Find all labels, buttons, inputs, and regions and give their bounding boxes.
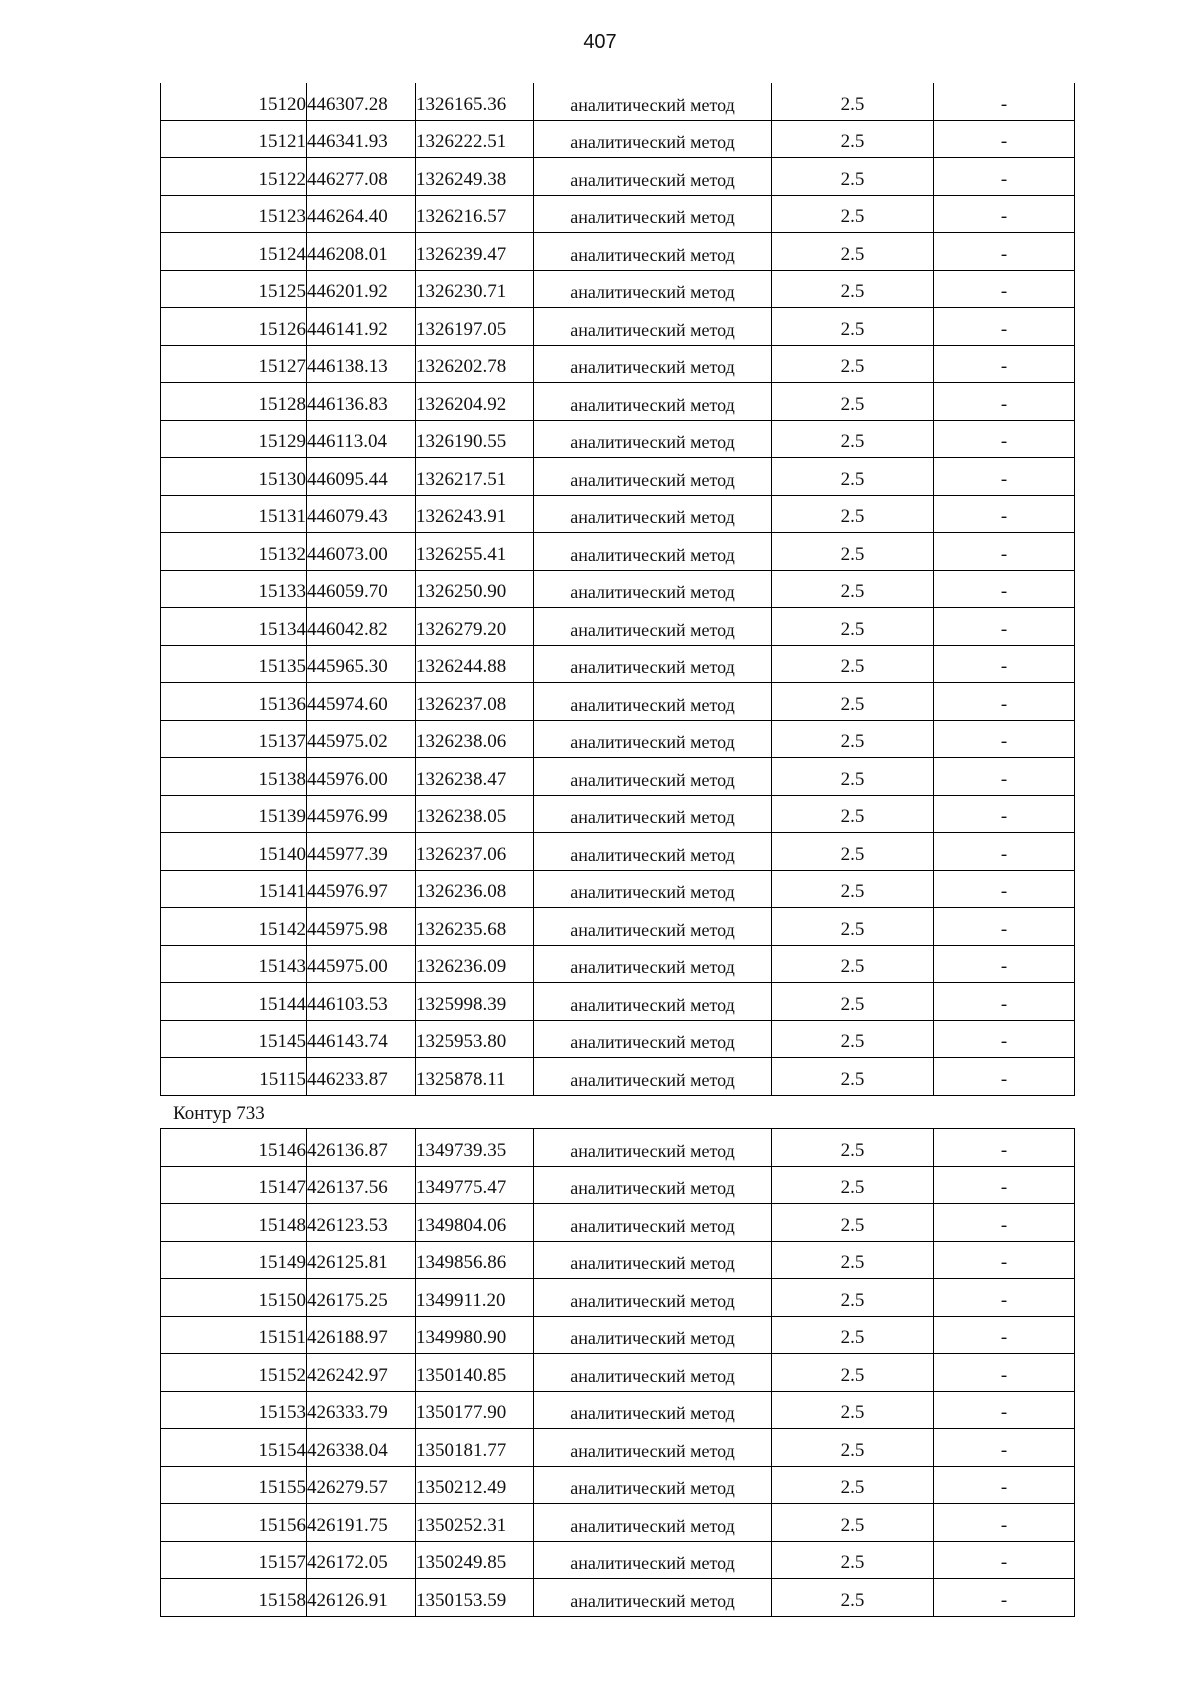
- x-coordinate-cell: 426338.04: [307, 1429, 416, 1467]
- note-cell: -: [934, 1204, 1075, 1242]
- note-cell: -: [934, 833, 1075, 871]
- x-coordinate-cell: 445976.97: [307, 870, 416, 908]
- point-number-cell: 15135: [161, 645, 307, 683]
- method-cell: аналитический метод: [534, 1466, 772, 1504]
- method-cell: аналитический метод: [534, 570, 772, 608]
- y-coordinate-cell: 1326238.47: [416, 758, 534, 796]
- y-coordinate-cell: 1326216.57: [416, 195, 534, 233]
- x-coordinate-cell: 426333.79: [307, 1391, 416, 1429]
- accuracy-cell: 2.5: [772, 1429, 934, 1467]
- accuracy-cell: 2.5: [772, 1241, 934, 1279]
- method-cell: аналитический метод: [534, 1504, 772, 1542]
- method-cell: аналитический метод: [534, 270, 772, 308]
- method-cell: аналитический метод: [534, 1020, 772, 1058]
- note-cell: -: [934, 1279, 1075, 1317]
- point-number-cell: 15157: [161, 1541, 307, 1579]
- x-coordinate-cell: 445975.00: [307, 945, 416, 983]
- method-cell: аналитический метод: [534, 945, 772, 983]
- table-row: [161, 1166, 1075, 1204]
- note-cell: -: [934, 645, 1075, 683]
- method-cell: аналитический метод: [534, 83, 772, 120]
- x-coordinate-cell: 446042.82: [307, 608, 416, 646]
- method-cell: аналитический метод: [534, 1316, 772, 1354]
- note-cell: -: [934, 1391, 1075, 1429]
- point-number-cell: 15139: [161, 795, 307, 833]
- table-row: [161, 495, 1075, 533]
- coordinates-table-1-body: [161, 83, 1075, 1095]
- table-row: [161, 1579, 1075, 1617]
- note-cell: -: [934, 383, 1075, 421]
- point-number-cell: 15125: [161, 270, 307, 308]
- y-coordinate-cell: 1325953.80: [416, 1020, 534, 1058]
- accuracy-cell: 2.5: [772, 795, 934, 833]
- accuracy-cell: 2.5: [772, 758, 934, 796]
- point-number-cell: 15124: [161, 233, 307, 271]
- point-number-cell: 15154: [161, 1429, 307, 1467]
- y-coordinate-cell: 1326165.36: [416, 83, 534, 120]
- method-cell: аналитический метод: [534, 345, 772, 383]
- table-row: [161, 1466, 1075, 1504]
- accuracy-cell: 2.5: [772, 1020, 934, 1058]
- accuracy-cell: 2.5: [772, 945, 934, 983]
- note-cell: -: [934, 870, 1075, 908]
- point-number-cell: 15143: [161, 945, 307, 983]
- point-number-cell: 15123: [161, 195, 307, 233]
- accuracy-cell: 2.5: [772, 233, 934, 271]
- accuracy-cell: 2.5: [772, 683, 934, 721]
- coordinates-table-2: [160, 1128, 1075, 1617]
- method-cell: аналитический метод: [534, 758, 772, 796]
- note-cell: -: [934, 1058, 1075, 1096]
- accuracy-cell: 2.5: [772, 308, 934, 346]
- y-coordinate-cell: 1349739.35: [416, 1129, 534, 1167]
- accuracy-cell: 2.5: [772, 533, 934, 571]
- note-cell: -: [934, 308, 1075, 346]
- method-cell: аналитический метод: [534, 645, 772, 683]
- note-cell: -: [934, 458, 1075, 496]
- x-coordinate-cell: 445974.60: [307, 683, 416, 721]
- point-number-cell: 15126: [161, 308, 307, 346]
- note-cell: -: [934, 233, 1075, 271]
- note-cell: -: [934, 1579, 1075, 1617]
- point-number-cell: 15144: [161, 983, 307, 1021]
- y-coordinate-cell: 1326238.06: [416, 720, 534, 758]
- x-coordinate-cell: 446264.40: [307, 195, 416, 233]
- x-coordinate-cell: 445975.98: [307, 908, 416, 946]
- note-cell: -: [934, 345, 1075, 383]
- x-coordinate-cell: 445975.02: [307, 720, 416, 758]
- table-row: [161, 420, 1075, 458]
- note-cell: -: [934, 570, 1075, 608]
- y-coordinate-cell: 1349804.06: [416, 1204, 534, 1242]
- x-coordinate-cell: 446136.83: [307, 383, 416, 421]
- method-cell: аналитический метод: [534, 308, 772, 346]
- point-number-cell: 15147: [161, 1166, 307, 1204]
- table-row: [161, 570, 1075, 608]
- x-coordinate-cell: 446341.93: [307, 120, 416, 158]
- accuracy-cell: 2.5: [772, 420, 934, 458]
- method-cell: аналитический метод: [534, 608, 772, 646]
- table-row: [161, 308, 1075, 346]
- note-cell: -: [934, 983, 1075, 1021]
- accuracy-cell: 2.5: [772, 270, 934, 308]
- method-cell: аналитический метод: [534, 1354, 772, 1392]
- method-cell: аналитический метод: [534, 420, 772, 458]
- method-cell: аналитический метод: [534, 1579, 772, 1617]
- accuracy-cell: 2.5: [772, 983, 934, 1021]
- y-coordinate-cell: 1326204.92: [416, 383, 534, 421]
- method-cell: аналитический метод: [534, 1391, 772, 1429]
- x-coordinate-cell: 446059.70: [307, 570, 416, 608]
- y-coordinate-cell: 1350140.85: [416, 1354, 534, 1392]
- x-coordinate-cell: 446073.00: [307, 533, 416, 571]
- table-row: [161, 1391, 1075, 1429]
- note-cell: -: [934, 908, 1075, 946]
- y-coordinate-cell: 1325998.39: [416, 983, 534, 1021]
- point-number-cell: 15145: [161, 1020, 307, 1058]
- y-coordinate-cell: 1326244.88: [416, 645, 534, 683]
- table-row: [161, 270, 1075, 308]
- accuracy-cell: 2.5: [772, 645, 934, 683]
- point-number-cell: 15130: [161, 458, 307, 496]
- table-row: [161, 195, 1075, 233]
- point-number-cell: 15152: [161, 1354, 307, 1392]
- x-coordinate-cell: 446138.13: [307, 345, 416, 383]
- x-coordinate-cell: 426191.75: [307, 1504, 416, 1542]
- point-number-cell: 15148: [161, 1204, 307, 1242]
- note-cell: -: [934, 158, 1075, 196]
- table-row: [161, 83, 1075, 120]
- table-row: [161, 983, 1075, 1021]
- x-coordinate-cell: 446233.87: [307, 1058, 416, 1096]
- x-coordinate-cell: 446113.04: [307, 420, 416, 458]
- x-coordinate-cell: 445976.99: [307, 795, 416, 833]
- table-row: [161, 1354, 1075, 1392]
- y-coordinate-cell: 1326236.09: [416, 945, 534, 983]
- y-coordinate-cell: 1326230.71: [416, 270, 534, 308]
- table-row: [161, 645, 1075, 683]
- x-coordinate-cell: 446095.44: [307, 458, 416, 496]
- accuracy-cell: 2.5: [772, 1541, 934, 1579]
- method-cell: аналитический метод: [534, 195, 772, 233]
- accuracy-cell: 2.5: [772, 1354, 934, 1392]
- point-number-cell: 15122: [161, 158, 307, 196]
- y-coordinate-cell: 1326222.51: [416, 120, 534, 158]
- x-coordinate-cell: 446079.43: [307, 495, 416, 533]
- y-coordinate-cell: 1350252.31: [416, 1504, 534, 1542]
- note-cell: -: [934, 270, 1075, 308]
- point-number-cell: 15150: [161, 1279, 307, 1317]
- point-number-cell: 15142: [161, 908, 307, 946]
- y-coordinate-cell: 1349856.86: [416, 1241, 534, 1279]
- y-coordinate-cell: 1350181.77: [416, 1429, 534, 1467]
- method-cell: аналитический метод: [534, 158, 772, 196]
- method-cell: аналитический метод: [534, 383, 772, 421]
- coordinates-table-2-body: [161, 1129, 1075, 1617]
- point-number-cell: 15129: [161, 420, 307, 458]
- table-row: [161, 1129, 1075, 1167]
- note-cell: -: [934, 945, 1075, 983]
- accuracy-cell: 2.5: [772, 1166, 934, 1204]
- method-cell: аналитический метод: [534, 908, 772, 946]
- x-coordinate-cell: 426123.53: [307, 1204, 416, 1242]
- accuracy-cell: 2.5: [772, 195, 934, 233]
- x-coordinate-cell: 446103.53: [307, 983, 416, 1021]
- x-coordinate-cell: 446141.92: [307, 308, 416, 346]
- note-cell: -: [934, 758, 1075, 796]
- x-coordinate-cell: 446277.08: [307, 158, 416, 196]
- x-coordinate-cell: 426172.05: [307, 1541, 416, 1579]
- table-row: [161, 1058, 1075, 1096]
- note-cell: -: [934, 795, 1075, 833]
- table-row: [161, 383, 1075, 421]
- y-coordinate-cell: 1326243.91: [416, 495, 534, 533]
- method-cell: аналитический метод: [534, 1129, 772, 1167]
- y-coordinate-cell: 1350177.90: [416, 1391, 534, 1429]
- accuracy-cell: 2.5: [772, 908, 934, 946]
- note-cell: -: [934, 1129, 1075, 1167]
- point-number-cell: 15138: [161, 758, 307, 796]
- point-number-cell: 15149: [161, 1241, 307, 1279]
- note-cell: -: [934, 1166, 1075, 1204]
- table-row: [161, 795, 1075, 833]
- accuracy-cell: 2.5: [772, 383, 934, 421]
- accuracy-cell: 2.5: [772, 720, 934, 758]
- accuracy-cell: 2.5: [772, 83, 934, 120]
- x-coordinate-cell: 426188.97: [307, 1316, 416, 1354]
- accuracy-cell: 2.5: [772, 345, 934, 383]
- y-coordinate-cell: 1350249.85: [416, 1541, 534, 1579]
- x-coordinate-cell: 426126.91: [307, 1579, 416, 1617]
- note-cell: -: [934, 195, 1075, 233]
- y-coordinate-cell: 1326217.51: [416, 458, 534, 496]
- method-cell: аналитический метод: [534, 683, 772, 721]
- table-row: [161, 533, 1075, 571]
- x-coordinate-cell: 445977.39: [307, 833, 416, 871]
- table-row: [161, 683, 1075, 721]
- table-row: [161, 1204, 1075, 1242]
- point-number-cell: 15146: [161, 1129, 307, 1167]
- method-cell: аналитический метод: [534, 833, 772, 871]
- method-cell: аналитический метод: [534, 1058, 772, 1096]
- accuracy-cell: 2.5: [772, 870, 934, 908]
- point-number-cell: 15153: [161, 1391, 307, 1429]
- note-cell: -: [934, 1241, 1075, 1279]
- y-coordinate-cell: 1326250.90: [416, 570, 534, 608]
- x-coordinate-cell: 426125.81: [307, 1241, 416, 1279]
- method-cell: аналитический метод: [534, 120, 772, 158]
- point-number-cell: 15131: [161, 495, 307, 533]
- x-coordinate-cell: 426136.87: [307, 1129, 416, 1167]
- x-coordinate-cell: 426175.25: [307, 1279, 416, 1317]
- point-number-cell: 15121: [161, 120, 307, 158]
- accuracy-cell: 2.5: [772, 1391, 934, 1429]
- point-number-cell: 15137: [161, 720, 307, 758]
- point-number-cell: 15140: [161, 833, 307, 871]
- y-coordinate-cell: 1326235.68: [416, 908, 534, 946]
- coordinates-table-1: [160, 83, 1075, 1096]
- page-number: 407: [583, 31, 617, 53]
- y-coordinate-cell: 1350153.59: [416, 1579, 534, 1617]
- note-cell: -: [934, 495, 1075, 533]
- y-coordinate-cell: 1326197.05: [416, 308, 534, 346]
- x-coordinate-cell: 446143.74: [307, 1020, 416, 1058]
- note-cell: -: [934, 1504, 1075, 1542]
- table-row: [161, 945, 1075, 983]
- point-number-cell: 15115: [161, 1058, 307, 1096]
- accuracy-cell: 2.5: [772, 1316, 934, 1354]
- point-number-cell: 15127: [161, 345, 307, 383]
- y-coordinate-cell: 1326237.08: [416, 683, 534, 721]
- table-row: [161, 120, 1075, 158]
- table-row: [161, 1541, 1075, 1579]
- method-cell: аналитический метод: [534, 1166, 772, 1204]
- point-number-cell: 15141: [161, 870, 307, 908]
- table-row: [161, 458, 1075, 496]
- method-cell: аналитический метод: [534, 1204, 772, 1242]
- y-coordinate-cell: 1325878.11: [416, 1058, 534, 1096]
- x-coordinate-cell: 446201.92: [307, 270, 416, 308]
- method-cell: аналитический метод: [534, 795, 772, 833]
- y-coordinate-cell: 1326236.08: [416, 870, 534, 908]
- method-cell: аналитический метод: [534, 458, 772, 496]
- point-number-cell: 15151: [161, 1316, 307, 1354]
- accuracy-cell: 2.5: [772, 1466, 934, 1504]
- y-coordinate-cell: 1349980.90: [416, 1316, 534, 1354]
- x-coordinate-cell: 426242.97: [307, 1354, 416, 1392]
- table-row: [161, 908, 1075, 946]
- table-row: [161, 345, 1075, 383]
- method-cell: аналитический метод: [534, 1429, 772, 1467]
- table-row: [161, 608, 1075, 646]
- accuracy-cell: 2.5: [772, 1279, 934, 1317]
- table-row: [161, 1429, 1075, 1467]
- table-row: [161, 870, 1075, 908]
- method-cell: аналитический метод: [534, 495, 772, 533]
- accuracy-cell: 2.5: [772, 120, 934, 158]
- accuracy-cell: 2.5: [772, 495, 934, 533]
- note-cell: -: [934, 1541, 1075, 1579]
- point-number-cell: 15133: [161, 570, 307, 608]
- table-row: [161, 1504, 1075, 1542]
- method-cell: аналитический метод: [534, 533, 772, 571]
- y-coordinate-cell: 1326237.06: [416, 833, 534, 871]
- note-cell: -: [934, 720, 1075, 758]
- y-coordinate-cell: 1326202.78: [416, 345, 534, 383]
- point-number-cell: 15132: [161, 533, 307, 571]
- x-coordinate-cell: 426279.57: [307, 1466, 416, 1504]
- method-cell: аналитический метод: [534, 1241, 772, 1279]
- accuracy-cell: 2.5: [772, 1129, 934, 1167]
- x-coordinate-cell: 445976.00: [307, 758, 416, 796]
- table-row: [161, 720, 1075, 758]
- point-number-cell: 15128: [161, 383, 307, 421]
- method-cell: аналитический метод: [534, 1279, 772, 1317]
- y-coordinate-cell: 1326249.38: [416, 158, 534, 196]
- note-cell: -: [934, 83, 1075, 120]
- table-row: [161, 758, 1075, 796]
- note-cell: -: [934, 683, 1075, 721]
- table-row: [161, 233, 1075, 271]
- table-row: [161, 1279, 1075, 1317]
- method-cell: аналитический метод: [534, 720, 772, 758]
- point-number-cell: 15134: [161, 608, 307, 646]
- accuracy-cell: 2.5: [772, 1204, 934, 1242]
- y-coordinate-cell: 1326190.55: [416, 420, 534, 458]
- point-number-cell: 15156: [161, 1504, 307, 1542]
- note-cell: -: [934, 1316, 1075, 1354]
- note-cell: -: [934, 533, 1075, 571]
- x-coordinate-cell: 446208.01: [307, 233, 416, 271]
- point-number-cell: 15155: [161, 1466, 307, 1504]
- accuracy-cell: 2.5: [772, 158, 934, 196]
- table-row: [161, 1020, 1075, 1058]
- contour-title: Контур 733: [173, 1103, 265, 1124]
- x-coordinate-cell: 445965.30: [307, 645, 416, 683]
- note-cell: -: [934, 1020, 1075, 1058]
- accuracy-cell: 2.5: [772, 1579, 934, 1617]
- accuracy-cell: 2.5: [772, 608, 934, 646]
- table-row: [161, 1241, 1075, 1279]
- y-coordinate-cell: 1326279.20: [416, 608, 534, 646]
- y-coordinate-cell: 1349911.20: [416, 1279, 534, 1317]
- point-number-cell: 15120: [161, 83, 307, 120]
- y-coordinate-cell: 1349775.47: [416, 1166, 534, 1204]
- table-row: [161, 833, 1075, 871]
- method-cell: аналитический метод: [534, 870, 772, 908]
- y-coordinate-cell: 1326238.05: [416, 795, 534, 833]
- note-cell: -: [934, 1429, 1075, 1467]
- point-number-cell: 15158: [161, 1579, 307, 1617]
- accuracy-cell: 2.5: [772, 1504, 934, 1542]
- method-cell: аналитический метод: [534, 983, 772, 1021]
- y-coordinate-cell: 1326255.41: [416, 533, 534, 571]
- note-cell: -: [934, 420, 1075, 458]
- x-coordinate-cell: 446307.28: [307, 83, 416, 120]
- point-number-cell: 15136: [161, 683, 307, 721]
- method-cell: аналитический метод: [534, 233, 772, 271]
- accuracy-cell: 2.5: [772, 1058, 934, 1096]
- method-cell: аналитический метод: [534, 1541, 772, 1579]
- note-cell: -: [934, 1466, 1075, 1504]
- y-coordinate-cell: 1326239.47: [416, 233, 534, 271]
- x-coordinate-cell: 426137.56: [307, 1166, 416, 1204]
- note-cell: -: [934, 120, 1075, 158]
- table-row: [161, 158, 1075, 196]
- note-cell: -: [934, 608, 1075, 646]
- note-cell: -: [934, 1354, 1075, 1392]
- accuracy-cell: 2.5: [772, 570, 934, 608]
- table-row: [161, 1316, 1075, 1354]
- accuracy-cell: 2.5: [772, 833, 934, 871]
- y-coordinate-cell: 1350212.49: [416, 1466, 534, 1504]
- accuracy-cell: 2.5: [772, 458, 934, 496]
